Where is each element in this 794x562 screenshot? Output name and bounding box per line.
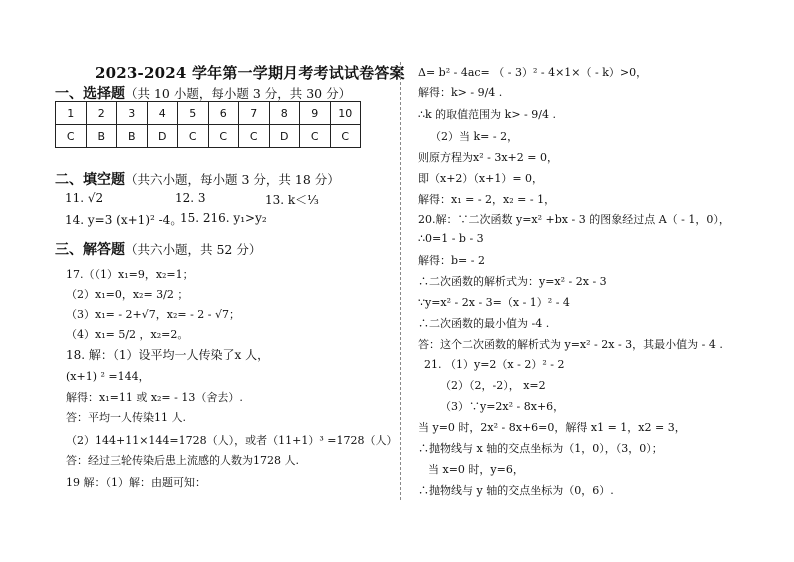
section1-heading xyxy=(55,83,351,103)
answer-11: 11. √2 xyxy=(65,191,104,205)
question-number: 8 xyxy=(269,102,300,125)
answer-cell: D xyxy=(147,125,178,148)
question-number: 1 xyxy=(56,102,87,125)
solution-line: 17.（（1）x₁=9，x₂=1； xyxy=(66,268,194,281)
solution-line: ∴抛物线与 y 轴的交点坐标为（0，6）. xyxy=(418,484,614,497)
solution-line: (x+1) ² =144， xyxy=(66,370,150,383)
answer-cell: C xyxy=(56,125,87,148)
answer-15: 15. 216. y₁>y₂ xyxy=(180,211,267,225)
solution-line: 21. （1）y=2（x - 2）² - 2 xyxy=(424,358,565,371)
answer-cell: C xyxy=(239,125,270,148)
section2-title: 二、填空题 xyxy=(55,172,125,188)
answer-table xyxy=(55,101,361,148)
question-number: 10 xyxy=(330,102,361,125)
solution-line: （4）x₁= 5/2 ，x₂=2。 xyxy=(66,328,189,341)
answer-12: 12. 3 xyxy=(175,191,206,205)
solution-line: 则原方程为x² - 3x+2 = 0， xyxy=(418,151,558,164)
solution-line: 解得：k> - 9/4 . xyxy=(418,86,503,99)
solution-line: ∴0=1 - b - 3 xyxy=(418,232,484,245)
answer-cell: D xyxy=(269,125,300,148)
answer-cell: B xyxy=(117,125,148,148)
question-number: 7 xyxy=(239,102,270,125)
answer-13: 13. k＜⅓ xyxy=(265,193,319,207)
answer-cell: C xyxy=(208,125,239,148)
page-title: 2023-2024 学年第一学期月考考试试卷答案 xyxy=(95,64,405,82)
section2-heading xyxy=(55,169,340,189)
answer-cell: C xyxy=(330,125,361,148)
answer-cell: B xyxy=(86,125,117,148)
section1-title: 一、选择题 xyxy=(55,86,125,102)
column-divider xyxy=(400,62,401,500)
section2-note: （共六小题，每小题 3 分，共 18 分） xyxy=(125,172,340,187)
answer-cell: C xyxy=(178,125,209,148)
answer-table-answers-row xyxy=(56,125,361,148)
question-number: 9 xyxy=(300,102,331,125)
question-number: 6 xyxy=(208,102,239,125)
solution-line: ∴二次函数的最小值为 -4 . xyxy=(418,317,550,330)
solution-line: 解得：x₁=11 或 x₂= - 13（舍去）. xyxy=(66,391,243,404)
solution-line: 答：平均一人传染11 人. xyxy=(66,411,186,424)
solution-line: 答：这个二次函数的解析式为 y=x² - 2x - 3，其最小值为 - 4 . xyxy=(418,338,723,351)
question-number: 2 xyxy=(86,102,117,125)
answer-table-numbers-row xyxy=(56,102,361,125)
solution-line: 当 x=0 时，y=6， xyxy=(428,463,524,476)
solution-line: 20.解：∵二次函数 y=x² +bx - 3 的图象经过点 A（ - 1，0）， xyxy=(418,213,730,226)
answer-14: 14. y=3 (x+1)² -4。 xyxy=(65,213,183,227)
solution-line: Δ= b² - 4ac= （ - 3）² - 4×1×（ - k）>0， xyxy=(418,66,648,79)
solution-line: 解得：b= - 2 xyxy=(418,254,485,267)
question-number: 5 xyxy=(178,102,209,125)
question-number: 3 xyxy=(117,102,148,125)
solution-line: 19 解：（1）解：由题可知： xyxy=(66,476,206,489)
solution-line: （2）（2，-2）， x=2 xyxy=(440,379,546,392)
solution-line: 答：经过三轮传染后患上流感的人数为1728 人. xyxy=(66,454,299,467)
question-number: 4 xyxy=(147,102,178,125)
section3-title: 三、解答题 xyxy=(55,242,125,258)
answer-cell: C xyxy=(300,125,331,148)
section1-note: （共 10 小题，每小题 3 分，共 30 分） xyxy=(125,86,352,101)
solution-line: （3）∵y=2x² - 8x+6， xyxy=(440,400,565,413)
solution-line: 即（x+2）（x+1）= 0， xyxy=(418,172,544,185)
solution-line: 解得：x₁ = - 2，x₂ = - 1， xyxy=(418,193,556,206)
solution-line: （2）x₁=0，x₂= 3/2 ； xyxy=(66,288,189,301)
section3-note: （共六小题，共 52 分） xyxy=(125,242,262,257)
solution-line: ∵y=x² - 2x - 3=（x - 1）² - 4 xyxy=(418,296,570,309)
solution-line: 18. 解：（1）设平均一人传染了x 人， xyxy=(66,348,270,362)
solution-line: ∴二次函数的解析式为：y=x² - 2x - 3 xyxy=(418,275,607,288)
solution-line: ∴抛物线与 x 轴的交点坐标为（1，0），（3，0）； xyxy=(418,442,663,455)
solution-line: （3）x₁= - 2+√7，x₂= - 2 - √7； xyxy=(66,308,241,321)
solution-line: （2）144+11×144=1728（人），或者（11+1）³ =1728（人） xyxy=(66,434,398,447)
solution-line: （2）当 k= - 2， xyxy=(430,130,519,143)
solution-line: ∴k 的取值范围为 k> - 9/4 . xyxy=(418,108,556,121)
solution-line: 当 y=0 时，2x² - 8x+6=0，解得 x1 = 1，x2 = 3， xyxy=(418,421,686,434)
section3-heading xyxy=(55,239,261,259)
